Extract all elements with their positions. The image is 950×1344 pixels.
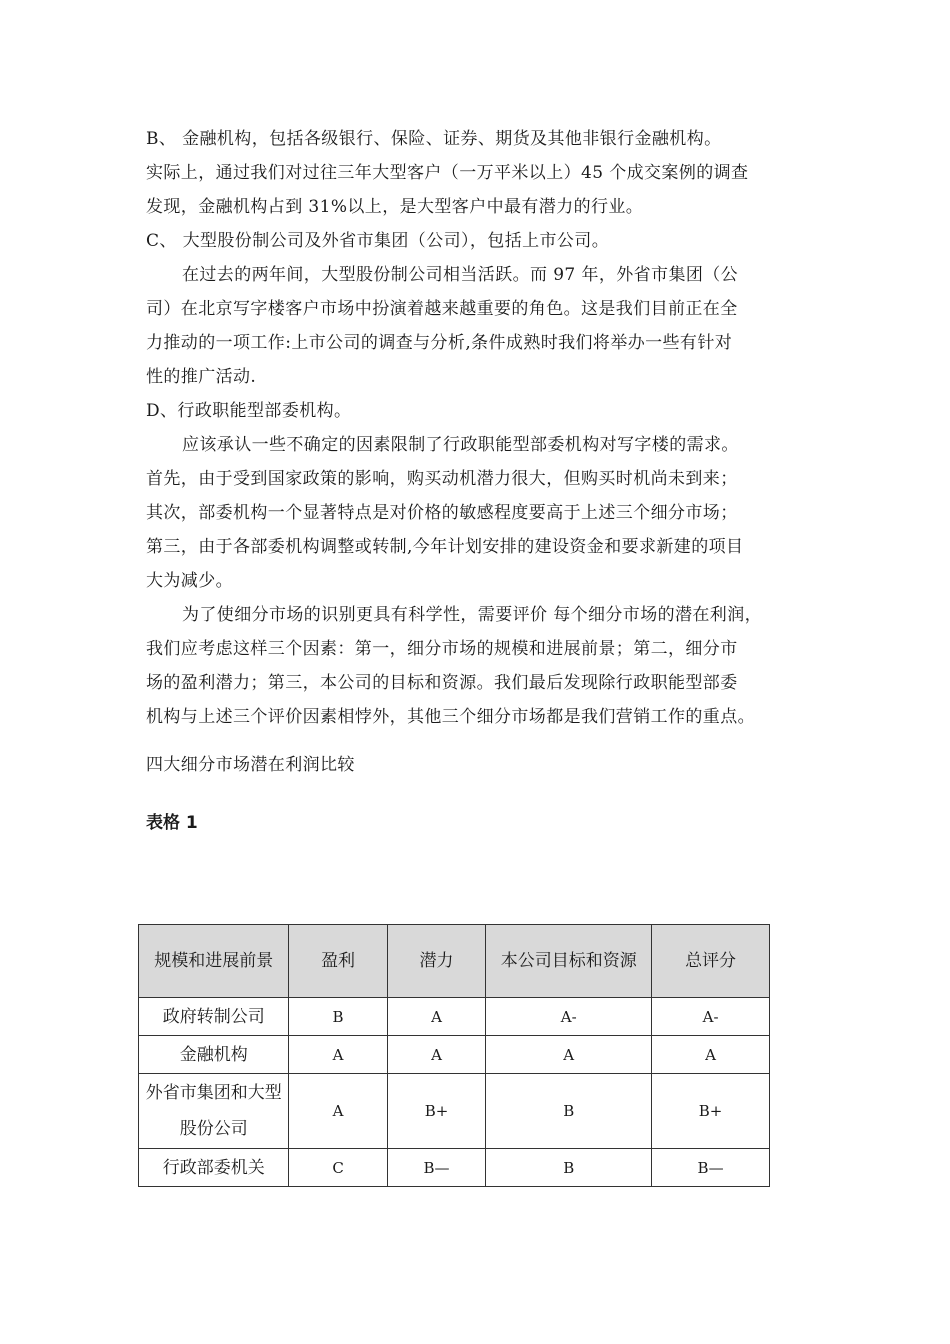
text-line: 应该承认一些不确定的因素限制了行政职能型部委机构对写字楼的需求。 [182, 435, 739, 455]
paragraph-block [146, 122, 826, 734]
text-line: B、 金融机构，包括各级银行、保险、证券、期货及其他非银行金融机构。 [146, 129, 722, 149]
row-label: 金融机构 [139, 1036, 289, 1074]
text-line: 首先，由于受到国家政策的影响，购买动机潜力很大，但购买时机尚未到来； [146, 469, 738, 489]
cell-total: B— [652, 1149, 770, 1187]
text-line: 司）在北京写字楼客户市场中扮演着越来越重要的角色。这是我们目前正在全 [146, 299, 738, 319]
cell-total: B+ [652, 1074, 770, 1149]
cell-profit: A [289, 1036, 387, 1074]
text-line: 为了使细分市场的识别更具有科学性，需要评价 每个细分市场的潜在利润， [182, 605, 763, 625]
cell-profit: C [289, 1149, 387, 1187]
table-row [139, 1074, 770, 1149]
table-row [139, 998, 770, 1036]
text-line: 机构与上述三个评价因素相悖外，其他三个细分市场都是我们营销工作的重点。 [146, 707, 755, 727]
table-row [139, 1036, 770, 1074]
text-line: 实际上，通过我们对过往三年大型客户（一万平米以上）45 个成交案例的调查 [146, 163, 749, 183]
row-label: 外省市集团和大型股份公司 [139, 1074, 289, 1149]
header-total-score: 总评分 [652, 925, 770, 998]
cell-potential: A [387, 1036, 486, 1074]
header-goals-resources: 本公司目标和资源 [486, 925, 652, 998]
text-line: 第三，由于各部委机构调整或转制,今年计划安排的建设资金和要求新建的项目 [146, 537, 744, 557]
text-line: 在过去的两年间，大型股份制公司相当活跃。而 97 年，外省市集团（公 [182, 265, 739, 285]
cell-potential: B— [387, 1149, 486, 1187]
section-title: 四大细分市场潜在利润比较 [146, 755, 355, 775]
header-potential: 潜力 [387, 925, 486, 998]
comparison-table [138, 924, 770, 1187]
text-line: 其次，部委机构一个显著特点是对价格的敏感程度要高于上述三个细分市场； [146, 503, 738, 523]
document-body [146, 122, 826, 836]
row-label: 政府转制公司 [139, 998, 289, 1036]
table-caption: 表格 1 [146, 813, 198, 833]
row-label: 行政部委机关 [139, 1149, 289, 1187]
text-line: 大为减少。 [146, 571, 233, 591]
text-line: C、 大型股份制公司及外省市集团（公司），包括上市公司。 [146, 231, 610, 251]
cell-goals: A- [486, 998, 652, 1036]
text-line: 力推动的一项工作:上市公司的调查与分析,条件成熟时我们将举办一些有针对 [146, 333, 733, 353]
table-row [139, 1149, 770, 1187]
cell-goals: B [486, 1074, 652, 1149]
header-scale-prospect: 规模和进展前景 [139, 925, 289, 998]
cell-total: A- [652, 998, 770, 1036]
cell-profit: A [289, 1074, 387, 1149]
text-line: 我们应考虑这样三个因素：第一，细分市场的规模和进展前景；第二，细分市 [146, 639, 738, 659]
cell-total: A [652, 1036, 770, 1074]
cell-goals: B [486, 1149, 652, 1187]
cell-potential: A [387, 998, 486, 1036]
text-line: 发现，金融机构占到 31%以上，是大型客户中最有潜力的行业。 [146, 197, 644, 217]
table-header-row [139, 925, 770, 998]
text-line: 性的推广活动. [146, 367, 257, 387]
cell-potential: B+ [387, 1074, 486, 1149]
cell-profit: B [289, 998, 387, 1036]
text-line: 场的盈利潜力；第三，本公司的目标和资源。我们最后发现除行政职能型部委 [146, 673, 738, 693]
header-profit: 盈利 [289, 925, 387, 998]
text-line: D、行政职能型部委机构。 [146, 401, 352, 421]
cell-goals: A [486, 1036, 652, 1074]
